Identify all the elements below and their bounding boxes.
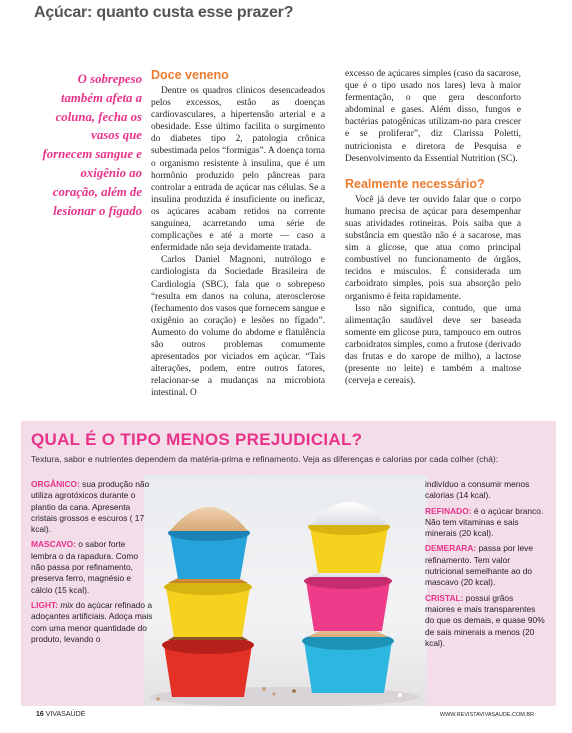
text-refinado: é o açúcar branco. Não tem vitaminas e sais minerais (20 kcal).: [425, 505, 544, 539]
cupcake-stacks-illustration: [144, 475, 427, 706]
sugar-light: [31, 600, 153, 645]
text-demerara: passa por leve refinamento. Tem valor nutricional semelhante ao do mascavo (20 kcal).: [425, 543, 533, 588]
text-organico: sua produção não utiliza agrotóxicos durante o plantio da cana. Apresenta cristais grossos e escuros ( 17 kcal).: [31, 479, 150, 535]
label-light: LIGHT:: [31, 599, 58, 610]
text-light-mix: mix: [60, 599, 74, 610]
sugar-mascavo: [31, 539, 153, 595]
label-organico: ORGÂNICO:: [31, 479, 80, 489]
footer-page: [36, 711, 85, 718]
sugar-cristal: [425, 593, 545, 649]
label-demerara: DEMERARA:: [425, 543, 477, 554]
paragraph: Isso não significa, contudo, que uma alimentação saudável deve ser baseada somente em glicose pura, tampouco em outros carboidratos simples, como a frutose (derivado das frutas e do xarope de milho), a lactose (presente no leite) e também a maltose (cerveja e cereais).: [345, 303, 521, 387]
subhead-doce-veneno: Doce veneno: [151, 68, 229, 82]
box-intro: Textura, sabor e nutrientes dependem da matéria-prima e refinamento. Veja as diferenças e calorias por cada colher (chá):: [31, 454, 499, 464]
box-title: QUAL É O TIPO MENOS PREJUDICIAL?: [31, 430, 363, 449]
sugar-cupcakes-photo: [144, 475, 427, 706]
magazine-name: VIVASAÚDE: [45, 711, 86, 718]
page-number: 16: [36, 711, 44, 718]
paragraph: excesso de açúcares simples (caso da sacarose, que é o tipo usado nos lares) leva à maior fermentação, o que gera desconforto abdominal e gases. Além disso, fungos e bactérias patogênicas utilizam-no para crescer e se proliferar”, diz Clarissa Poletti, nutricionista e diretora de Pesquisa e Desenvolvimento da Essential Nutrition (SC).: [345, 69, 521, 164]
sugar-demerara: [425, 543, 545, 588]
article-column-2: [345, 68, 521, 387]
pull-quote: O sobrepeso também afeta a coluna, fecha os vasos que fornecem sangue e oxigênio ao coração, além de lesionar o fígado: [42, 72, 142, 218]
label-mascavo: MASCAVO:: [31, 539, 76, 550]
subhead-realmente-necessario: Realmente necessário?: [345, 176, 485, 191]
footer-url: WWW.REVISTAVIVASAUDE.COM.BR: [439, 712, 534, 718]
sugar-refinado: [425, 506, 545, 540]
sugar-light-cont: indivíduo a consumir menos calorias (14 kcal).: [425, 479, 530, 501]
label-cristal: CRISTAL:: [425, 592, 464, 603]
page-title: Açúcar: quanto custa esse prazer?: [34, 4, 294, 21]
text-cristal: possui grãos maiores e mais transparentes do que os demais, e quase 90% de sais minerais a menos (20 kcal).: [425, 592, 545, 648]
sidebar-box: [21, 421, 556, 706]
sugar-types-left: [31, 479, 153, 649]
paragraph: Você já deve ter ouvido falar que o corpo humano precisa de açúcar para desempenhar suas atividades rotineiras. Pois saiba que a substância em questão não é a sacarose, mas sim a glicose, que atua como principal combustível no funcionamento de órgãos, tecidos e músculos. É considerada um carboidrato simples, pois sua absorção pelo organismo é feita rapidamente.: [345, 194, 521, 302]
sugar-organico: [31, 479, 153, 535]
text-light: do açúcar refinado a adoçantes artificiais. Adoça mais com uma menor quantidade do produto, levando o: [31, 599, 153, 644]
paragraph: Dentre os quadros clínicos desencadeados pelos excessos, estão as doenças cardiovasculares, a hipertensão arterial e a obesidade. Esse último facilita o surgimento do diabetes tipo 2, patologia crônica subestimada pelos “formigas”. A doença torna o organismo resistente à insulina, que é um hormônio produzido pelo pâncreas para controlar a entrada de açúcar nas células. Se a insulina produzida é insuficiente ou ineficaz, os açúcares acabam retidos na corrente sanguínea, acarretando uma série de complicações e até a morte — caso a enfermidade não seja devidamente tratada.: [151, 86, 325, 254]
label-refinado: REFINADO:: [425, 505, 472, 516]
paragraph: Carlos Daniel Magnoni, nutrólogo e cardiologista da Sociedade Brasileira de Cardiologia (SBC), fala que o sobrepeso “resulta em danos na coluna, aterosclerose (fechamento dos vasos que fornecem sangue e oxigênio ao coração) e lesões no fígado”. Aumento do volume do abdome e flatulência são outros problemas comumente apresentados por viciados em açúcar. “Tais alterações, podem, entre outros fatores, relacionar-se a mudanças na microbiota intestinal. O: [151, 255, 325, 399]
text-mascavo: o sabor forte lembra o da rapadura. Como não passa por refinamento, preserva ferro, magnésio e cálcio (15 kcal).: [31, 539, 139, 595]
sugar-types-right: [425, 479, 545, 653]
article-column-1: [151, 68, 325, 399]
